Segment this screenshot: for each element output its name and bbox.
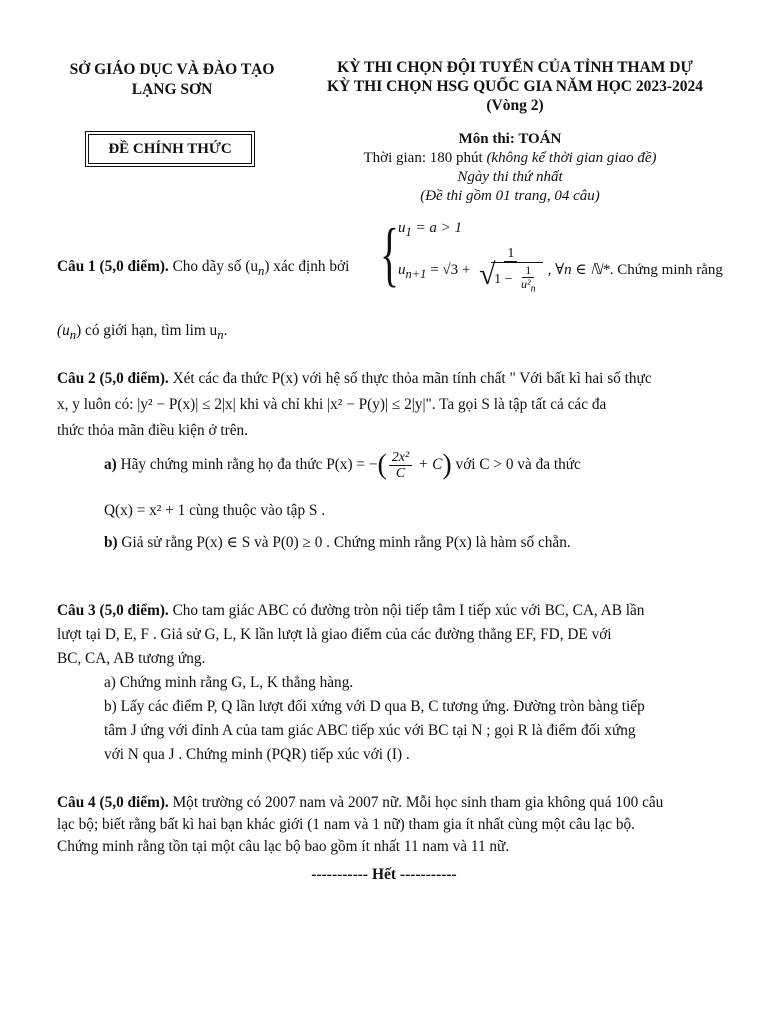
q2-part-a-line-2: Q(x) = x² + 1 cùng thuộc vào tập S . [104,502,326,519]
q1-intro: Cho dãy số [168,258,246,275]
question-2 [57,368,709,442]
q4-line-1: Câu 4 (5,0 điểm). Một trường có 2007 nam và 2007 nữ. Mỗi học sinh tham gia không quá 100 câu [57,794,664,811]
exam-page-note: (Đề thi gồm 01 trang, 04 câu) [420,188,600,204]
q3-line-2: lượt tại D, E, F . Giả sử G, L, K lần lượt là giao điểm của các đường thẳng EF, FD, DE với [57,626,612,643]
question-2-label: Câu 2 (5,0 điểm). [57,370,169,387]
q4-line-3: Chứng minh rằng tồn tại một câu lạc bộ bao gồm ít nhất 11 nam và 11 nữ. [57,838,510,855]
exam-day: Ngày thi thứ nhất [457,169,563,185]
exam-round: (Vòng 2) [486,97,544,114]
q4-line-2: lạc bộ; biết rằng bất kì hai bạn khác giới (1 nam và 1 nữ) tham gia ít nhất cùng một câu lạc bộ. [57,816,635,833]
question-3 [57,600,709,670]
header-exam-title [300,58,730,115]
q1-seq: $(u_n)$ [245,258,270,279]
exam-time-note: (không kể thời gian giao đề) [486,150,657,166]
end-marker: ----------- Hết ----------- [311,866,457,883]
exam-title-line-2: KỲ THI CHỌN HSG QUỐC GIA NĂM HỌC 2023-2024 [326,78,704,95]
q1-prove-text: . Chứng minh rằng [609,262,723,279]
q3-part-a: a) Chứng minh rằng G, L, K thẳng hàng. [104,674,354,691]
header-organization [52,60,292,100]
org-line-2: LẠNG SƠN [131,81,213,98]
exam-time [330,149,690,168]
exam-subject: Môn thi: TOÁN [458,131,562,147]
q3-part-b-line-1: b) Lấy các điểm P, Q lần lượt đối xứng với D qua B, C tương ứng. Đường tròn bàng tiếp [104,698,645,715]
question-1-line-2: $(u_n)$ có giới hạn, tìm $\lim u_n$. [57,322,228,343]
question-1-label: Câu 1 (5,0 điểm). [57,258,169,275]
q3-part-b-line-2: tâm J ứng với đỉnh A của tam giác ABC tiếp xúc với BC tại N ; gọi R là điểm đối xứng [104,722,636,739]
q1-system-row-2: $u_{n+1} = √3$ + 1 √ 1 − $\frac{1}{u^2_n}$ , ∀n ∈ ℕ*. Chứng minh rằng [398,246,723,295]
q2-line-2: x, y luôn có: |y² − P(x)| ≤ 2|x| khi và chỉ khi |x² − P(y)| ≤ 2|y|". Ta gọi S là tập tất cả các đa [57,396,607,413]
exam-info [330,130,690,206]
q3-line-1: Câu 3 (5,0 điểm). Cho tam giác ABC có đường tròn nội tiếp tâm I tiếp xúc với BC, CA, AB lần [57,602,645,619]
question-3-label: Câu 3 (5,0 điểm). [57,602,169,619]
q1-fraction: 1 √ 1 − $\frac{1}{u^2_n}$ [476,246,546,295]
q3-line-3: BC, CA, AB tương ứng. [57,650,206,667]
question-4-label: Câu 4 (5,0 điểm). [57,794,169,811]
exam-title-line-1: KỲ THI CHỌN ĐỘI TUYỂN CỦA TỈNH THAM DỰ [337,59,693,76]
exam-time-prefix: Thời gian: 180 phút [363,150,487,166]
official-label: ĐỀ CHÍNH THỨC [108,141,232,157]
q1-system-row-1: $u_1 = a > 1$ [398,220,462,239]
q2-line-3: thức thỏa mãn điều kiện ở trên. [57,422,248,439]
q2-part-a: a) Hãy chứng minh rằng họ đa thức P(x) = −( $\frac{\text{2x²}}{C}$ + C) với C > 0 và đa thức [104,449,581,481]
system-brace: { [380,214,400,294]
q2-line-1: Câu 2 (5,0 điểm). Xét các đa thức P(x) với hệ số thực thỏa mãn tính chất " Với bất kì hai số thực [57,370,652,387]
question-4 [57,792,709,858]
q3-part-b-line-3: với N qua J . Chứng minh (PQR) tiếp xúc với (I) . [104,746,410,763]
sqrt-symbol: √ 1 − $\frac{1}{u^2_n}$ [479,262,543,295]
official-exam-box [88,134,252,164]
q2-part-b: b) Giả sử rằng P(x) ∈ S và P(0) ≥ 0 . Chứng minh rằng P(x) là hàm số chẵn. [104,534,571,551]
q3-part-b [104,696,709,766]
org-line-1: SỞ GIÁO DỤC VÀ ĐÀO TẠO [69,61,275,78]
q1-defined: xác định bởi [269,258,350,275]
